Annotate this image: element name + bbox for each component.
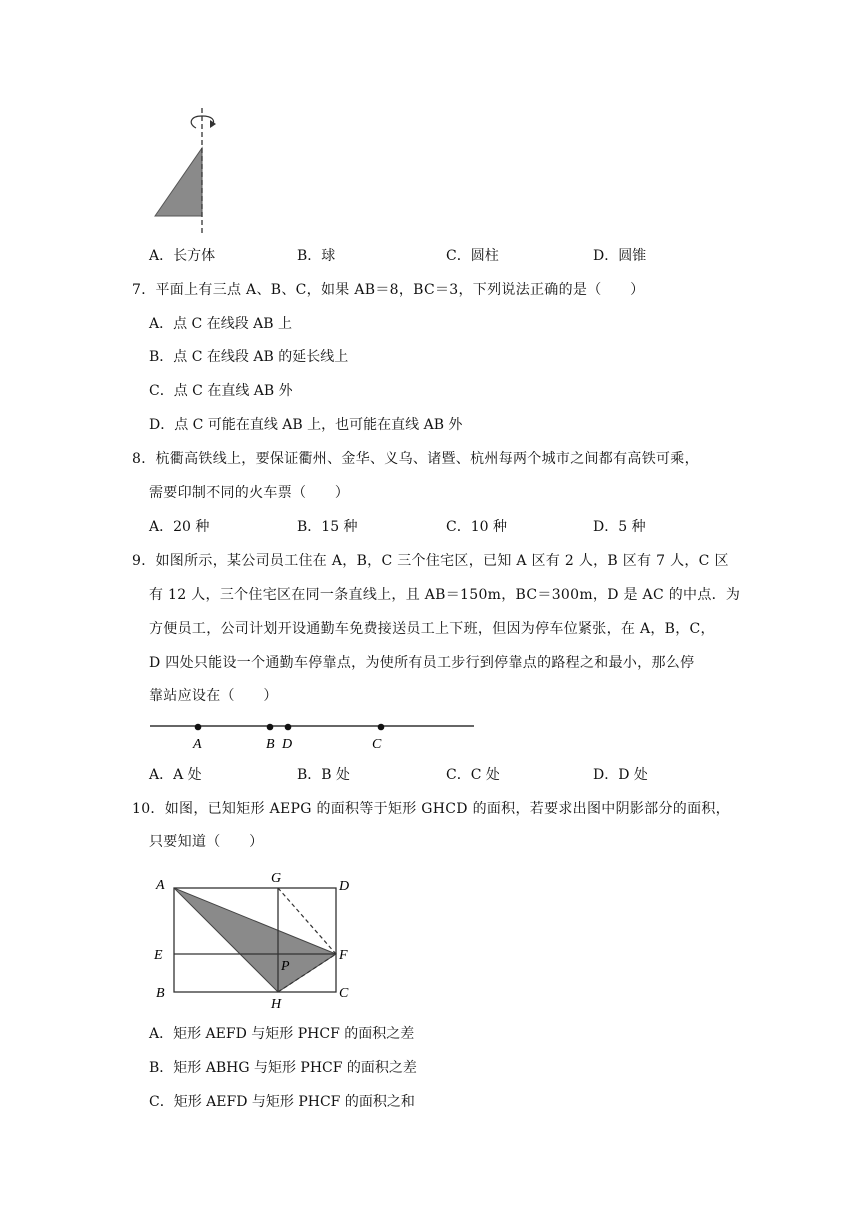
q9-label-c: C	[372, 737, 382, 752]
q10-option-b[interactable]: B．矩形 ABHG 与矩形 PHCF 的面积之差	[149, 1060, 417, 1076]
q7-stem: 7．平面上有三点 A、B、C，如果 AB＝8，BC＝3，下列说法正确的是（ ）	[132, 282, 645, 298]
q9-stem-line4: D 四处只能设一个通勤车停靠点，为使所有员工步行到停靠点的路程之和最小，那么停	[149, 655, 695, 671]
q9-stem-line1: 9．如图所示，某公司员工住在 A，B，C 三个住宅区，已知 A 区有 2 人，B 区有 7 人，C 区	[132, 553, 729, 569]
q6-option-d[interactable]: D．圆锥	[593, 248, 647, 264]
q10-stem-line2: 只要知道（ ）	[149, 834, 264, 850]
q9-label-a: A	[193, 737, 202, 752]
q6-rotation-figure	[148, 106, 228, 236]
q10-label-f: F	[339, 948, 348, 963]
q9-label-b: B	[266, 737, 275, 752]
q9-option-a[interactable]: A．A 处	[149, 767, 202, 783]
q6-option-c[interactable]: C．圆柱	[446, 248, 499, 264]
q10-rectangle-figure	[146, 864, 360, 1012]
q9-option-d[interactable]: D．D 处	[593, 767, 648, 783]
q9-stem-line2: 有 12 人，三个住宅区在同一条直线上，且 AB＝150m，BC＝300m，D 是 AC 的中点．为	[149, 587, 741, 603]
q10-label-b: B	[156, 986, 165, 1001]
q10-shaded-triangle	[174, 888, 336, 992]
q6-option-b[interactable]: B．球	[297, 248, 336, 264]
q7-option-d[interactable]: D．点 C 可能在直线 AB 上，也可能在直线 AB 外	[149, 417, 463, 433]
q9-option-b[interactable]: B．B 处	[297, 767, 351, 783]
q9-point-d	[285, 724, 292, 731]
q10-option-a[interactable]: A．矩形 AEFD 与矩形 PHCF 的面积之差	[149, 1026, 415, 1042]
q9-point-b	[267, 724, 274, 731]
q8-option-b[interactable]: B．15 种	[297, 519, 358, 535]
q10-label-g: G	[271, 871, 282, 886]
q9-stem-line3: 方便员工，公司计划开设通勤车免费接送员工上下班，但因为停车位紧张，在 A，B，C，	[149, 621, 715, 637]
q10-label-p: P	[281, 959, 290, 974]
q9-line-figure	[150, 714, 476, 754]
q6-option-a[interactable]: A．长方体	[149, 248, 216, 264]
q10-label-e: E	[154, 948, 163, 963]
q8-option-d[interactable]: D．5 种	[593, 519, 646, 535]
q10-label-c: C	[339, 986, 349, 1001]
q8-option-c[interactable]: C．10 种	[446, 519, 507, 535]
q10-label-h: H	[271, 997, 282, 1012]
q7-option-c[interactable]: C．点 C 在直线 AB 外	[149, 383, 293, 399]
q7-option-a[interactable]: A．点 C 在线段 AB 上	[149, 316, 293, 332]
q9-point-a	[195, 724, 202, 731]
q10-label-a: A	[156, 878, 165, 893]
q8-option-a[interactable]: A．20 种	[149, 519, 210, 535]
q9-stem-line5: 靠站应设在（ ）	[149, 688, 278, 704]
q9-option-c[interactable]: C．C 处	[446, 767, 500, 783]
q10-stem-line1: 10．如图，已知矩形 AEPG 的面积等于矩形 GHCD 的面积，若要求出图中阴影部分的面积，	[132, 801, 730, 817]
q9-point-c	[378, 724, 385, 731]
q6-triangle	[155, 148, 202, 216]
q10-label-d: D	[339, 879, 350, 894]
q7-option-b[interactable]: B．点 C 在线段 AB 的延长线上	[149, 349, 349, 365]
q8-stem-line1: 8．杭衢高铁线上，要保证衢州、金华、义乌、诸暨、杭州每两个城市之间都有高铁可乘，	[132, 451, 699, 467]
q10-option-c[interactable]: C．矩形 AEFD 与矩形 PHCF 的面积之和	[149, 1094, 415, 1110]
q8-stem-line2: 需要印制不同的火车票（ ）	[149, 485, 350, 501]
q9-label-d: D	[282, 737, 293, 752]
